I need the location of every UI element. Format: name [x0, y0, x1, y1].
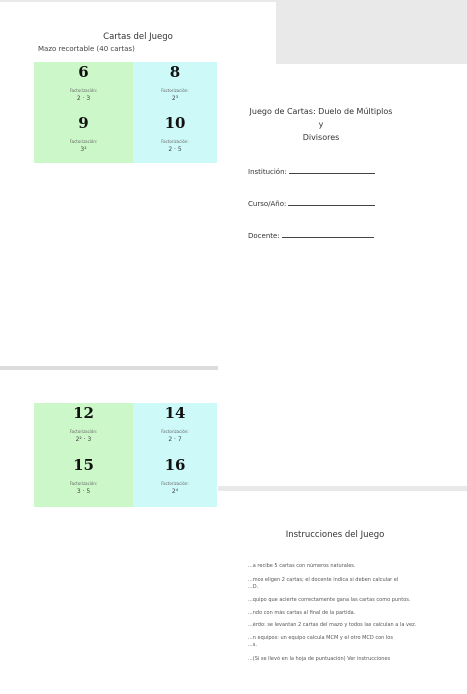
card — [133, 113, 217, 164]
field-label: Docente: — [248, 232, 280, 240]
factor-label: Factorización: — [161, 481, 189, 486]
field-label: Institución: — [248, 168, 287, 176]
cover-title — [246, 105, 396, 144]
factor-label: Factorización: — [69, 481, 98, 486]
card — [133, 403, 217, 455]
card-number: 8 — [169, 63, 181, 81]
card-number: 14 — [164, 404, 186, 422]
instruction-line: ...a recibe 5 cartas con números naturales. — [248, 563, 356, 569]
card-number: 16 — [164, 456, 186, 474]
instruction-line: ...s. — [248, 642, 257, 648]
card — [34, 455, 133, 507]
card-factorization: 2² · 3 — [75, 436, 92, 443]
instruction-line: ...ndo con más cartas al final de la partida. — [248, 610, 356, 616]
card — [34, 113, 133, 164]
card — [34, 403, 133, 455]
fill-line — [288, 199, 375, 206]
card — [34, 62, 133, 113]
card-grid-bottom — [34, 403, 217, 507]
card-factorization: 3 · 5 — [76, 488, 91, 495]
field-course — [248, 199, 375, 208]
page-top-divider — [0, 0, 276, 2]
card-factorization: 2 · 3 — [76, 95, 91, 102]
instruction-line: ...D. — [248, 584, 259, 590]
field-institution — [248, 167, 375, 176]
card-number: 15 — [73, 456, 94, 474]
card-factorization: 2³ — [171, 95, 179, 102]
factor-label: Factorización: — [69, 88, 98, 93]
card — [133, 62, 217, 113]
deck-label: Mazo recortable (40 cartas) — [38, 45, 135, 53]
card-factorization: 2 · 7 — [168, 436, 182, 443]
fill-line — [282, 231, 374, 238]
cover-title-line2: Divisores — [302, 133, 340, 142]
factor-label: Factorización: — [161, 88, 189, 93]
cover-title-line1: Juego de Cartas: Duelo de Múltiplos y — [249, 107, 393, 129]
factor-label: Factorización: — [69, 429, 98, 434]
field-label: Curso/Año: — [248, 200, 287, 208]
fill-line — [289, 167, 375, 174]
page-instructions — [218, 491, 467, 694]
card-number: 12 — [73, 404, 94, 422]
instruction-line: ...n equipos: un equipo calcula MCM y el otro MCD con los — [248, 635, 393, 641]
cards-section-title: Cartas del Juego — [103, 32, 173, 42]
instructions-title: Instrucciones del Juego — [285, 530, 385, 540]
instruction-line: ...mos eligen 2 cartas; el docente indica si deben calcular el — [248, 577, 399, 583]
factor-label: Factorización: — [69, 138, 98, 144]
factor-label: Factorización: — [161, 138, 189, 144]
instruction-line: ...(Si se llevó en la hoja de puntuación) Ver instrucciones — [248, 656, 391, 662]
card — [133, 455, 217, 507]
card-factorization: 2⁴ — [171, 488, 179, 495]
factor-label: Factorización: — [161, 429, 189, 434]
instruction-line: ...quipo que acierte correctamente gana las cartas como puntos. — [248, 597, 411, 603]
card-number: 9 — [78, 113, 89, 132]
instruction-line: ...érdo: se levantan 2 cartas del mazo y todos las calculan a la vez. — [248, 622, 417, 628]
card-factorization: 2 · 5 — [168, 145, 182, 153]
card-factorization: 3² — [80, 145, 87, 153]
field-teacher — [248, 231, 374, 240]
card-number: 10 — [164, 113, 186, 132]
card-number: 6 — [78, 63, 89, 81]
card-grid-top — [34, 62, 217, 163]
